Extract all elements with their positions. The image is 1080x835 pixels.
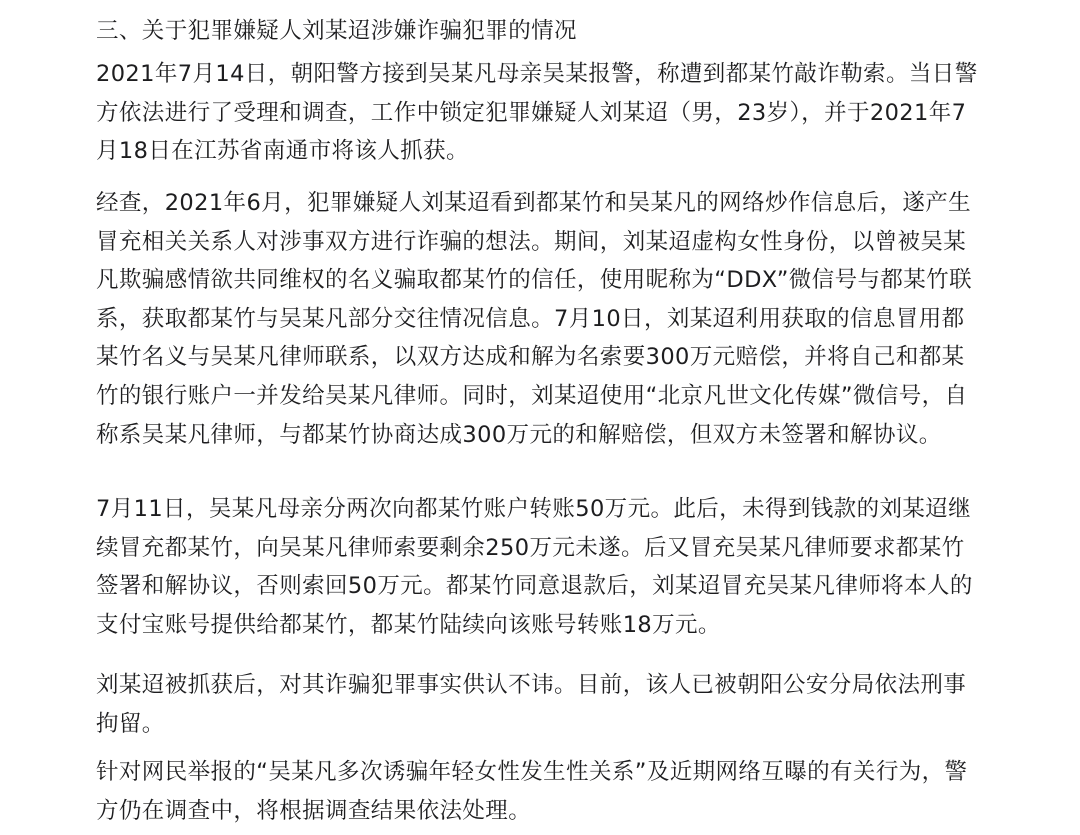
paragraph-line: 刘某迢被抓获后，对其诈骗犯罪事实供认不讳。目前，该人已被朝阳公安分局依法刑事: [96, 672, 967, 698]
paragraph-line: 称系吴某凡律师，与都某竹协商达成300万元的和解赔偿，但双方未签署和解协议。: [96, 421, 942, 448]
paragraph-line: 月18日在江苏省南通市将该人抓获。: [96, 138, 469, 165]
paragraph-detention: [96, 666, 1076, 743]
paragraph-line: 支付宝账号提供给都某竹，都某竹陆续向该账号转账18万元。: [96, 611, 721, 638]
paragraph-line: 7月11日，吴某凡母亲分两次向都某竹账户转账50万元。此后，未得到钱款的刘某迢继: [96, 496, 972, 522]
paragraph-line: 系，获取都某竹与吴某凡部分交往情况信息。7月10日，刘某迢利用获取的信息冒用都: [96, 305, 965, 332]
paragraph-followup: [96, 753, 1076, 830]
paragraph-line: 拘留。: [96, 710, 165, 737]
heading-line: 三、关于犯罪嫌疑人刘某迢涉嫌诈骗犯罪的情况: [96, 18, 577, 44]
paragraph-line: 经查，2021年6月，犯罪嫌疑人刘某迢看到都某竹和吴某凡的网络炒作信息后，遂产生: [96, 190, 972, 216]
paragraph-line: 竹的银行账户一并发给吴某凡律师。同时，刘某迢使用“北京凡世文化传媒”微信号，自: [96, 382, 968, 409]
paragraph-line: 针对网民举报的“吴某凡多次诱骗年轻女性发生性关系”及近期网络互曝的有关行为，警: [96, 759, 968, 785]
paragraph-line: 某竹名义与吴某凡律师联系，以双方达成和解为名索要300万元赔偿，并将自己和都某: [96, 344, 965, 371]
paragraph-report: [96, 55, 1076, 171]
paragraph-line: 签署和解协议，否则索回50万元。都某竹同意退款后，刘某迢冒充吴某凡律师将本人的: [96, 573, 973, 600]
paragraph-line: 冒充相关关系人对涉事双方进行诈骗的想法。期间，刘某迢虚构女性身份，以曾被吴某: [96, 228, 967, 255]
paragraph-line: 方仍在调查中，将根据调查结果依法处理。: [96, 797, 532, 824]
paragraph-line: 2021年7月14日，朝阳警方接到吴某凡母亲吴某报警，称遭到都某竹敲诈勒索。当日警: [96, 61, 978, 87]
paragraph-investigation: [96, 184, 1076, 454]
paragraph-line: 方依法进行了受理和调查，工作中锁定犯罪嫌疑人刘某迢（男，23岁），并于2021年7: [96, 99, 967, 126]
paragraph-line: 凡欺骗感情欲共同维权的名义骗取都某竹的信任，使用昵称为“DDX”微信号与都某竹联: [96, 267, 972, 294]
paragraph-line: 续冒充都某竹，向吴某凡律师索要剩余250万元未遂。后又冒充吴某凡律师要求都某竹: [96, 534, 965, 561]
section-heading: [96, 12, 1076, 51]
paragraph-transfer: [96, 490, 1076, 644]
